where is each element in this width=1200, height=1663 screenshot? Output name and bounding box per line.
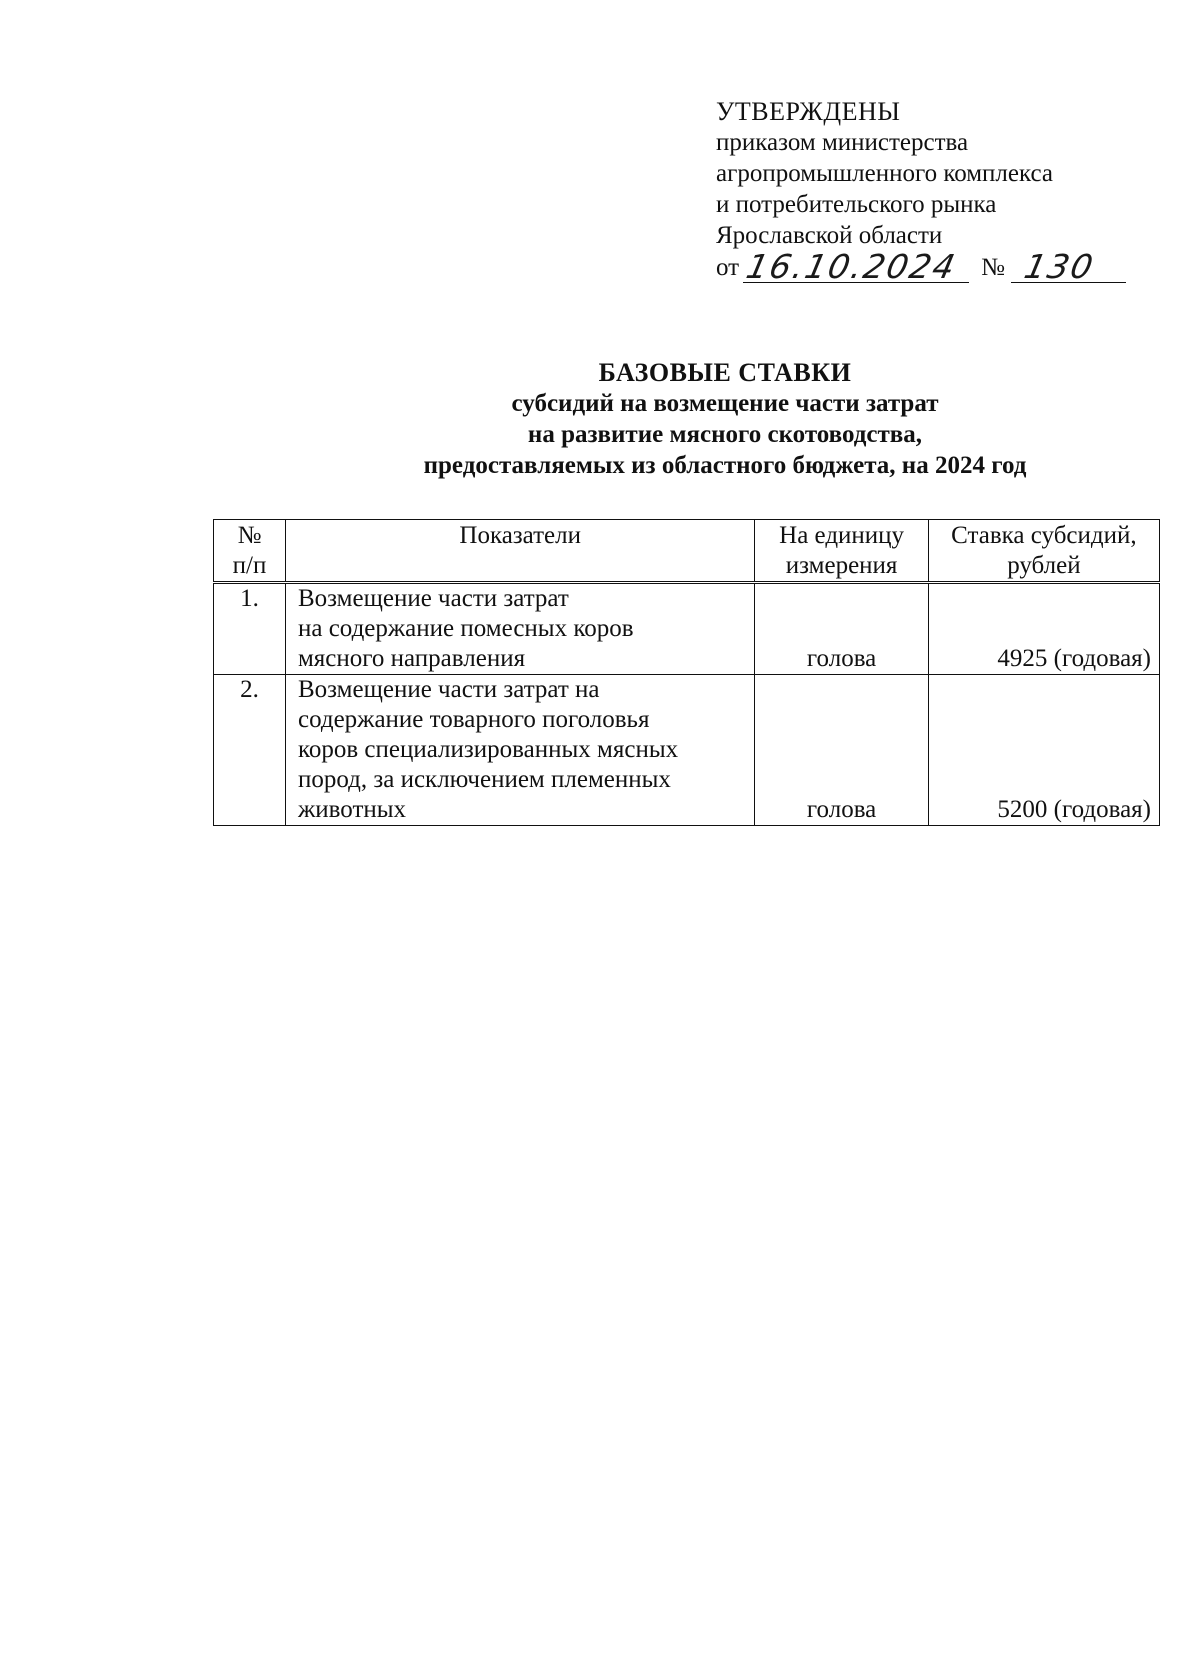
row-indicator <box>285 583 754 675</box>
header-rate <box>928 520 1159 583</box>
indicator-line: Возмещение части затрат <box>297 585 569 612</box>
order-date-field <box>743 247 969 286</box>
approval-line: агропромышленного комплекса <box>716 160 1054 187</box>
row-indicator <box>285 675 754 826</box>
header-text: рублей <box>1007 552 1081 579</box>
document-subtitle-line: на развитие мясного скотоводства, <box>527 421 923 448</box>
approval-title: УТВЕРЖДЕНЫ <box>716 97 901 126</box>
header-text: измерения <box>785 552 898 579</box>
row-number: 2. <box>214 675 286 826</box>
document-heading <box>250 357 1200 481</box>
header-text: Показатели <box>459 522 582 549</box>
document-subtitle-line: предоставляемых из областного бюджета, на 2024 год <box>423 452 1027 479</box>
table-header-row <box>214 520 1160 583</box>
indicator-line: на содержание помесных коров <box>297 615 634 642</box>
row-number: 1. <box>214 583 286 675</box>
header-text: Ставка субсидий, <box>951 522 1137 549</box>
date-prefix: от <box>716 254 740 281</box>
approval-line: приказом министерства <box>716 129 969 156</box>
document-title: БАЗОВЫЕ СТАВКИ <box>598 358 852 387</box>
indicator-line: коров специализированных мясных <box>297 736 679 763</box>
indicator-line: мясного направления <box>297 645 526 672</box>
table-row <box>214 675 1160 826</box>
document-subtitle-line: субсидий на возмещение части затрат <box>511 390 939 417</box>
approval-line: и потребительского рынка <box>716 191 997 218</box>
indicator-line: пород, за исключением племенных <box>297 766 671 793</box>
approval-block <box>716 96 1136 286</box>
header-indicators <box>285 520 754 583</box>
indicator-line: содержание товарного поголовья <box>297 706 650 733</box>
header-text: На единицу <box>779 522 905 549</box>
header-text: № <box>237 522 262 549</box>
rates-table <box>213 519 1160 826</box>
row-unit: голова <box>755 583 928 675</box>
order-number-field <box>1011 247 1126 286</box>
indicator-line: животных <box>297 796 407 823</box>
header-unit <box>755 520 928 583</box>
order-number-handwritten: 130 <box>1020 247 1099 286</box>
row-unit: голова <box>755 675 928 826</box>
header-text: п/п <box>232 552 267 579</box>
row-rate: 5200 (годовая) <box>928 675 1159 826</box>
approval-line: Ярославской области <box>716 222 943 249</box>
order-number-label: № <box>981 254 1005 281</box>
order-date-handwritten: 16.10.2024 <box>743 247 961 286</box>
indicator-line: Возмещение части затрат на <box>297 676 600 703</box>
header-number <box>214 520 286 583</box>
row-rate: 4925 (годовая) <box>928 583 1159 675</box>
table-row <box>214 583 1160 675</box>
order-date-line <box>716 247 1136 286</box>
